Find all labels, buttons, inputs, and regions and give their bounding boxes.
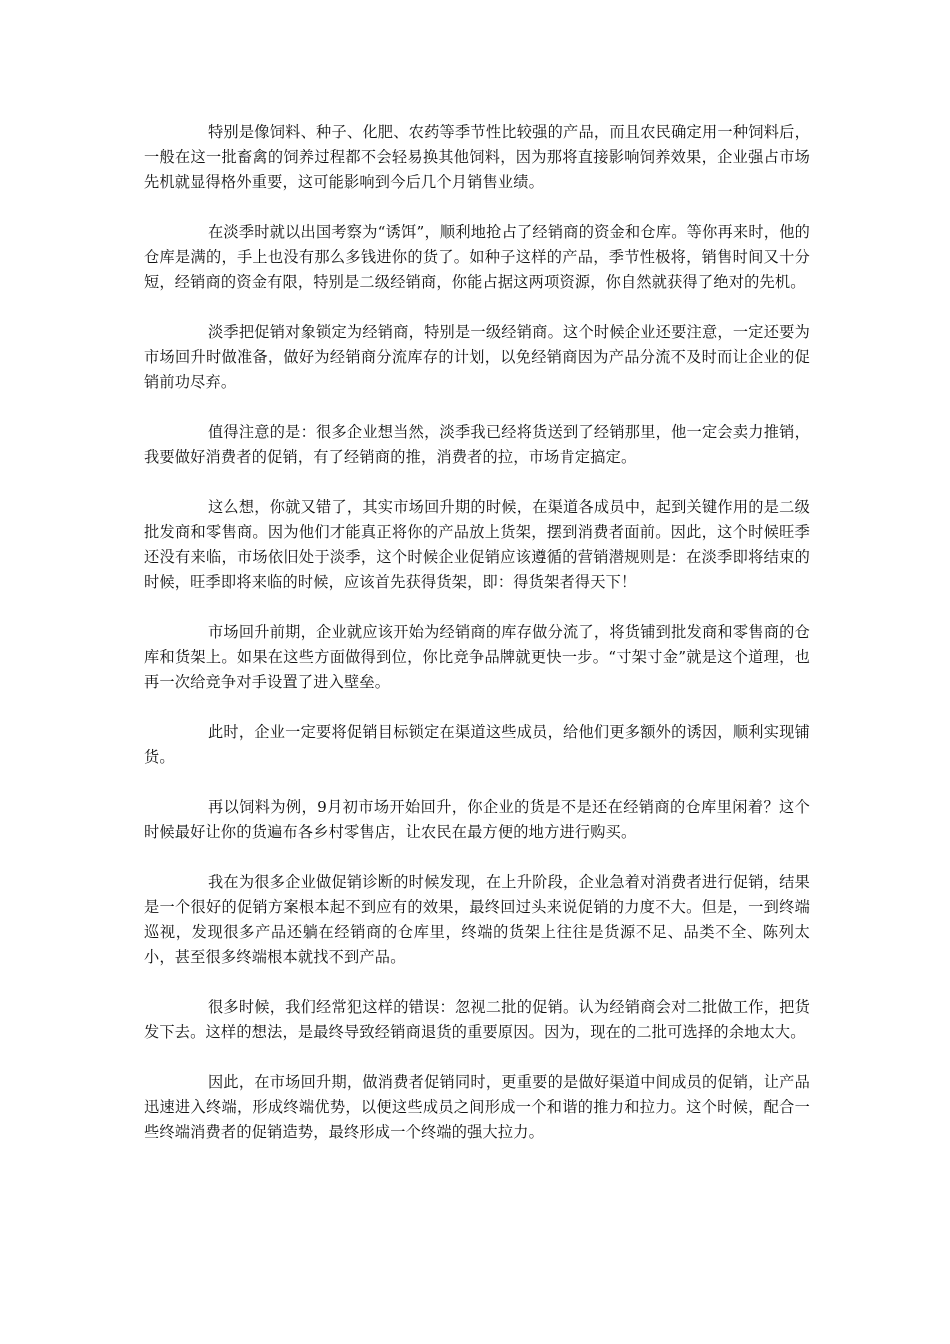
paragraph: 我在为很多企业做促销诊断的时候发现，在上升阶段，企业急着对消费者进行促销，结果是一个很好的促销方案根本起不到应有的效果，最终回过头来说促销的力度不大。但是，一到终端巡视，发现很多产品还躺在经销商的仓库里，终端的货架上往往是货源不足、品类不全、陈列太小，甚至很多终端根本就找不到产品。 xyxy=(144,873,810,966)
paragraph: 很多时候，我们经常犯这样的错误：忽视二批的促销。认为经销商会对二批做工作，把货发下去。这样的想法，是最终导致经销商退货的重要原因。因为，现在的二批可选择的余地太大。 xyxy=(144,998,810,1041)
paragraph: 此时，企业一定要将促销目标锁定在渠道这些成员，给他们更多额外的诱因，顺利实现铺货。 xyxy=(144,723,810,766)
document-body xyxy=(144,120,810,1170)
paragraph: 再以饲料为例，9月初市场开始回升，你企业的货是不是还在经销商的仓库里闲着？这个时候最好让你的货遍布各乡村零售店，让农民在最方便的地方进行购买。 xyxy=(144,798,810,841)
paragraph: 淡季把促销对象锁定为经销商，特别是一级经销商。这个时候企业还要注意，一定还要为市场回升时做准备，做好为经销商分流库存的计划，以免经销商因为产品分流不及时而让企业的促销前功尽弃。 xyxy=(144,323,810,391)
paragraph: 特别是像饲料、种子、化肥、农药等季节性比较强的产品，而且农民确定用一种饲料后，一般在这一批畜禽的饲养过程都不会轻易换其他饲料，因为那将直接影响饲养效果，企业强占市场先机就显得格外重要，这可能影响到今后几个月销售业绩。 xyxy=(144,123,810,191)
paragraph: 市场回升前期，企业就应该开始为经销商的库存做分流了，将货铺到批发商和零售商的仓库和货架上。如果在这些方面做得到位，你比竞争品牌就更快一步。“寸架寸金”就是这个道理，也再一次给竞争对手设置了进入壁垒。 xyxy=(144,623,810,691)
paragraph: 值得注意的是：很多企业想当然，淡季我已经将货送到了经销那里，他一定会卖力推销，我要做好消费者的促销，有了经销商的推，消费者的拉，市场肯定搞定。 xyxy=(144,423,810,466)
paragraph: 这么想，你就又错了，其实市场回升期的时候，在渠道各成员中，起到关键作用的是二级批发商和零售商。因为他们才能真正将你的产品放上货架，摆到消费者面前。因此，这个时候旺季还没有来临，市场依旧处于淡季，这个时候企业促销应该遵循的营销潜规则是：在淡季即将结束的时候，旺季即将来临的时候，应该首先获得货架，即：得货架者得天下！ xyxy=(144,498,810,591)
paragraph: 因此，在市场回升期，做消费者促销同时，更重要的是做好渠道中间成员的促销，让产品迅速进入终端，形成终端优势，以便这些成员之间形成一个和谐的推力和拉力。这个时候，配合一些终端消费者的促销造势，最终形成一个终端的强大拉力。 xyxy=(144,1073,810,1141)
paragraph: 在淡季时就以出国考察为“诱饵”，顺利地抢占了经销商的资金和仓库。等你再来时，他的仓库是满的，手上也没有那么多钱进你的货了。如种子这样的产品，季节性极将，销售时间又十分短，经销商的资金有限，特别是二级经销商，你能占据这两项资源，你自然就获得了绝对的先机。 xyxy=(144,223,810,291)
